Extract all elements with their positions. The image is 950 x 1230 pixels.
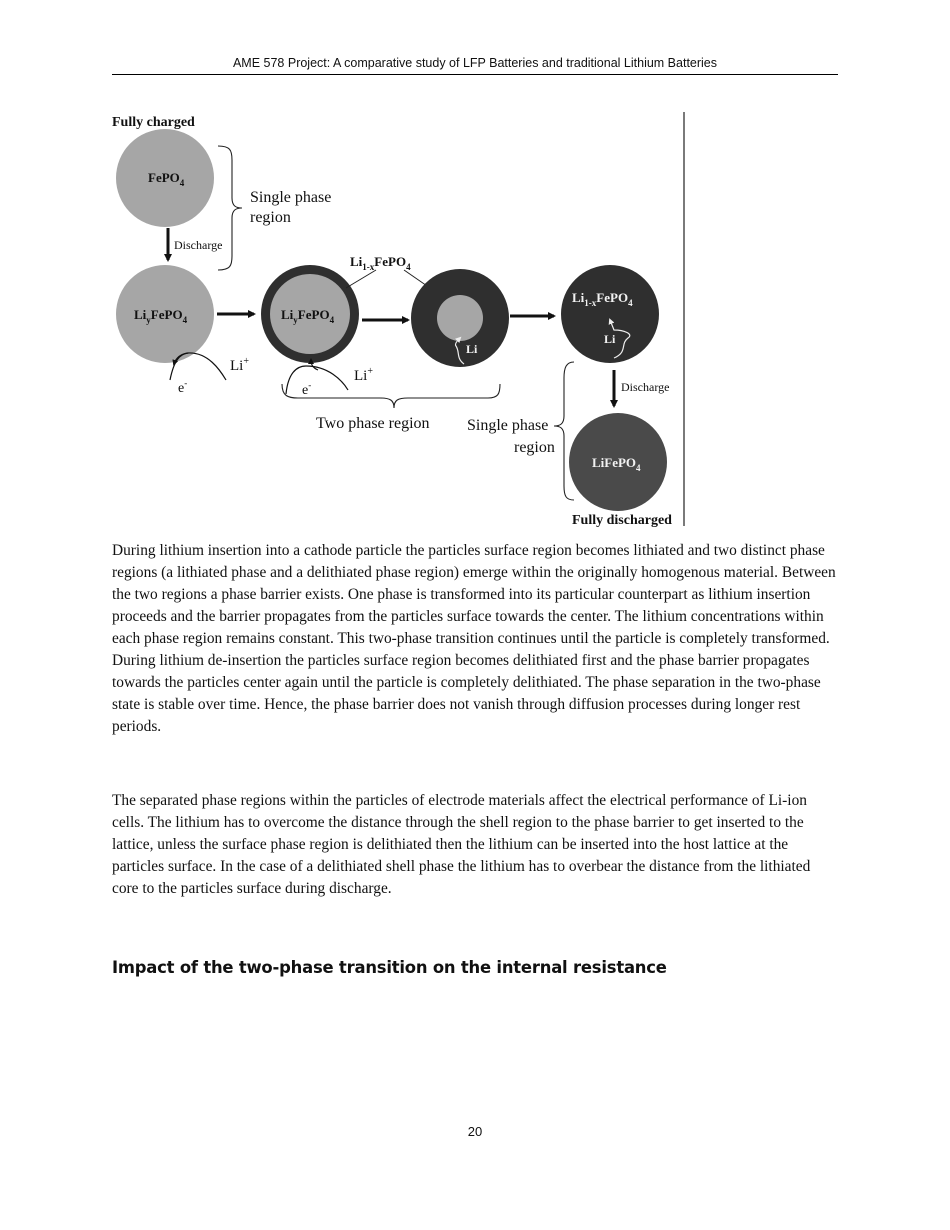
discharge-label-1: Discharge [174, 238, 223, 252]
li1xfepo4-particle-d [561, 265, 659, 363]
li1xfepo4-particle-label: $Li_{1-x}FePO_4$ [572, 290, 633, 308]
pointer-line-a [346, 270, 376, 288]
two-phase-brace [282, 384, 500, 408]
ion-label-1: Li+ [230, 356, 249, 374]
single-phase-top-line2: region [250, 209, 291, 226]
li1xfepo4-top-label: $Li_{1-x}FePO_4$ [350, 254, 411, 272]
single-phase-bottom-line2: region [514, 439, 555, 456]
two-phase-region-label: Two phase region [316, 415, 430, 432]
discharge-label-2: Discharge [621, 380, 670, 394]
electron-label-1: e- [178, 378, 188, 396]
header-divider [112, 74, 838, 75]
li-right-label: Li [604, 332, 616, 346]
ion-label-2: Li+ [354, 366, 373, 384]
fully-charged-label: Fully charged [112, 115, 195, 130]
phase-transition-figure [108, 108, 694, 532]
electron-label-2: e- [302, 380, 312, 398]
li-core-label: Li [466, 342, 478, 356]
liyfepo4-label-a: $Li_yFePO_4$ [134, 307, 188, 325]
single-phase-bottom-line1: Single phase [467, 417, 549, 434]
single-phase-top-line1: Single phase [250, 189, 332, 206]
section-heading: Impact of the two-phase transition on the internal resistance [112, 958, 667, 977]
paragraph-2: The separated phase regions within the particles of electrode materials affect the electrical performance of Li-ion cells. The lithium has to overcome the distance through the shell region to the phase barrier to get inserted to the lattice, unless the surface phase region is delithiated then the lithium can be inserted into the host lattice at the particles surface. In the case of a delithiated shell phase the lithium has to overbear the distance from the lithiated core to the particles surface during discharge. [112, 792, 811, 897]
running-header: AME 578 Project: A comparative study of LFP Batteries and traditional Lithium Batteries [232, 56, 718, 70]
fepo4-label: FePO$_4$ [148, 170, 185, 188]
phase-transition-diagram [108, 108, 694, 532]
page-number: 20 [467, 1124, 483, 1139]
lifepo4-label: LiFePO$_4$ [592, 455, 641, 473]
single-phase-brace-bottom [554, 362, 574, 500]
liyfepo4-label-b: $Li_yFePO_4$ [281, 307, 335, 325]
paragraph-1: During lithium insertion into a cathode particle the particles surface region becomes lithiated and two distinct phase regions (a lithiated phase and a delithiated phase region) emerge within the originally homogenous material. Between the two regions a phase barrier exists. One phase is transformed into its particular counterpart as lithium insertion proceeds and the barrier propagates from the particles surface towards the center. The lithium concentrations within each phase region remains constant. This two-phase transition continues until the particle is completely transformed. During lithium de-insertion the particles surface region becomes delithiated first and the phase barrier propagates towards the particles center again until the particle is completely delithiated. The phase separation in the two-phase state is stable over time. Hence, the phase barrier does not vanish through diffusion processes during longer rest periods. [112, 542, 836, 735]
two-phase-particle-c-core [437, 295, 483, 341]
fully-discharged-label: Fully discharged [572, 513, 672, 528]
